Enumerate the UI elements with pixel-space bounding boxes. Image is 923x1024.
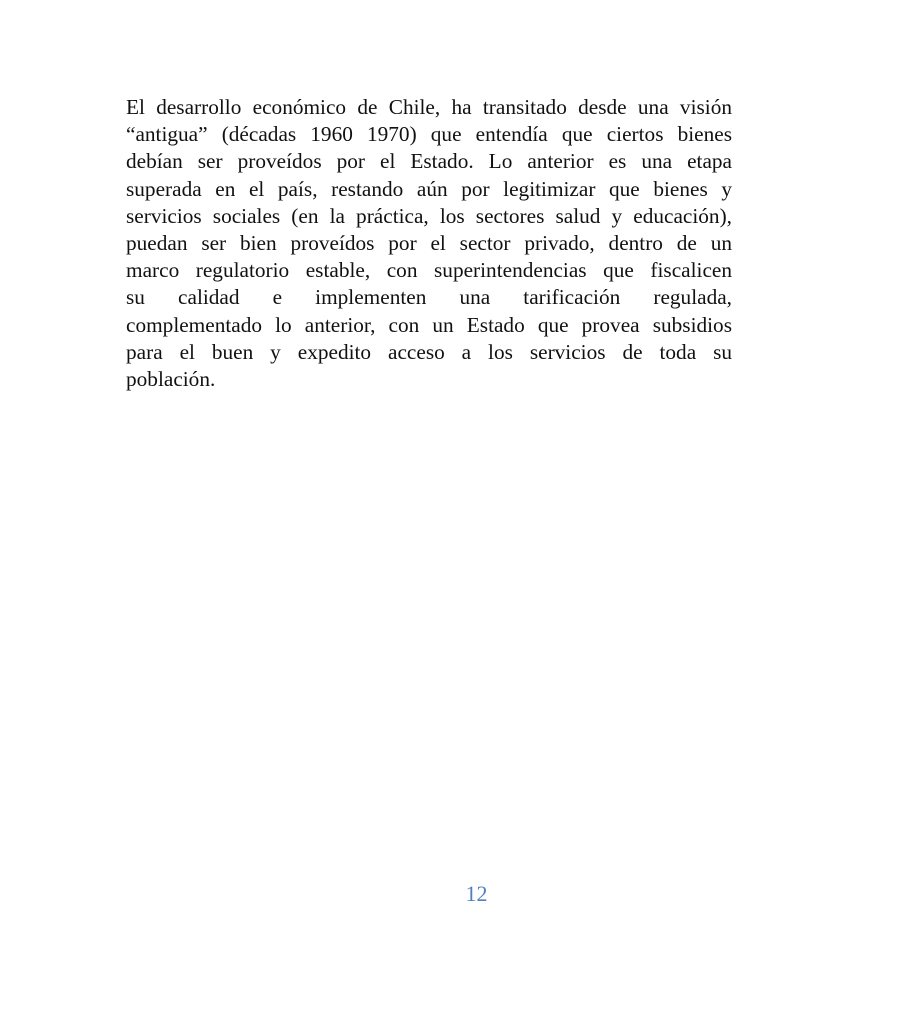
paragraph-line: El desarrollo económico de Chile, ha transitado desde una visión [126,95,732,119]
paragraph-line: para el buen y expedito acceso a los servicios de toda su [126,339,732,364]
paragraph-line: complementado lo anterior, con un Estado que provea subsidios [126,312,732,337]
paragraph-line: su calidad e implementen una tarificación regulada, [126,285,732,310]
paragraph-line: superada en el país, restando aún por legitimizar que bienes y [126,176,732,201]
paragraph-line: servicios sociales (en la práctica, los sectores salud y educación), [126,203,732,228]
paragraph-line: debían ser proveídos por el Estado. Lo anterior es una etapa [126,149,732,174]
paragraph-line: población. [126,367,216,392]
paragraph-line: marco regulatorio estable, con superintendencias que fiscalicen [126,258,732,283]
paragraph-line: puedan ser bien proveídos por el sector privado, dentro de un [126,231,732,256]
paragraph-line: “antigua” (décadas 1960 1970) que entendía que ciertos bienes [126,122,732,147]
body-paragraph [126,94,732,393]
page-number: 12 [465,881,488,906]
